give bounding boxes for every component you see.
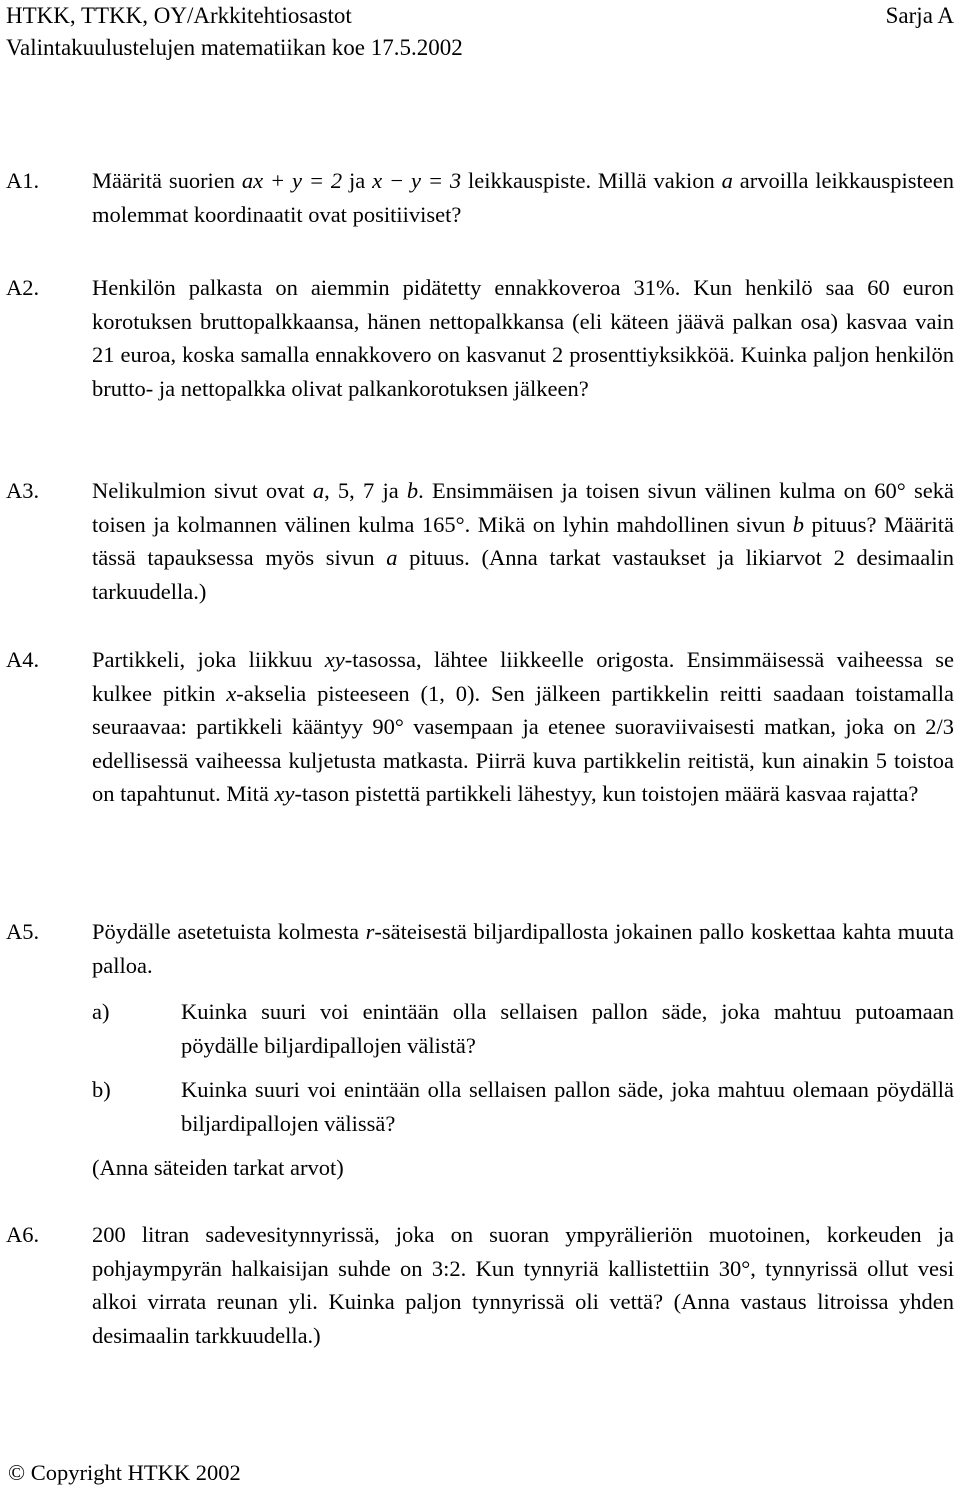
- institution-name: HTKK, TTKK, OY/Arkkitehtiosastot: [6, 3, 352, 28]
- problem-a5: [0, 915, 954, 982]
- subproblem-label: b): [92, 1077, 111, 1102]
- text-run: -akselia pisteeseen (1, 0). Sen jälkeen partikkelin reitti saadaan toistamalla seuraavaa: partikkeli kääntyy 90° vasempaan ja etenee suoraviivaisesti matkan, joka on 2/3 edellisessä vaiheessa kuljetusta matkasta. Piirrä kuva partikkelin reitistä, kun ainakin 5 toistoa on tapahtunut. Mitä: [92, 680, 955, 806]
- problem-number: A3.: [6, 478, 40, 503]
- problem-a1: [0, 164, 954, 231]
- problem-text: Henkilön palkasta on aiemmin pidätetty ennakkoveroa 31%. Kun henkilö saa 60 euron korotuksen bruttopalkkaansa, hänen nettopalkkansa (eli käteen jäävä palkan osa) kasvaa vain 21 euroa, koska samalla ennakkovero on kasvanut 2 prosenttiyksikköä. Kuinka paljon henkilön brutto- ja nettopalkka olivat palkankorotuksen jälkeen?: [92, 275, 954, 401]
- subproblem-a5-a: [0, 995, 954, 1062]
- variable: a: [312, 478, 325, 503]
- equation: ax + y = 2: [241, 168, 343, 193]
- text-run: pituus? Määritä tässä tapauksessa myös sivun: [92, 511, 954, 570]
- text-run: , 5, 7 ja: [324, 478, 407, 503]
- variable: b: [406, 478, 419, 503]
- problem-number: A4.: [6, 647, 40, 672]
- copyright-footer: © Copyright HTKK 2002: [8, 1460, 241, 1485]
- note-text: (Anna säteiden tarkat arvot): [92, 1155, 344, 1180]
- subproblem-label: a): [92, 999, 110, 1024]
- problem-text: [92, 915, 954, 982]
- problem-number: A2.: [6, 275, 40, 300]
- subproblem-text: Kuinka suuri voi enintään olla sellaisen pallon säde, joka mahtuu olemaan pöydällä biljardipallojen välissä?: [181, 1077, 954, 1136]
- series-label: Sarja A: [885, 3, 954, 28]
- problem-a5-note: [0, 1151, 954, 1185]
- text-run: arvoilla leikkauspisteen molemmat koordinaatit ovat positiiviset?: [92, 168, 954, 227]
- variable: r: [365, 919, 375, 944]
- problem-number: A6.: [6, 1222, 40, 1247]
- text-run: . Ensimmäisen ja toisen sivun välinen kulma on 60° sekä toisen ja kolmannen välinen kulma 165°. Mikä on lyhin mahdollinen sivun: [92, 478, 954, 537]
- text-run: Nelikulmion sivut ovat: [92, 478, 313, 503]
- problem-a3: [0, 474, 954, 608]
- problem-text: 200 litran sadevesitynnyrissä, joka on suoran ympyrälieriön muotoinen, korkeuden ja pohjaympyrän halkaisijan suhde on 3:2. Kun tynnyriä kallistettiin 30°, tynnyrissä ollut vesi alkoi virrata reunan yli. Kuinka paljon tynnyrissä oli vettä? (Anna vastaus litroissa yhden desimaalin tarkkuudella.): [92, 1222, 954, 1348]
- text-run: -tasossa, lähtee liikkeelle origosta. Ensimmäisessä vaiheessa se kulkee pitkin: [92, 647, 954, 706]
- text-run: Määritä suorien: [92, 168, 242, 193]
- text-run: pituus. (Anna tarkat vastaukset ja likiarvot 2 desimaalin tarkuudella.): [92, 545, 955, 604]
- problem-a4: [0, 643, 954, 811]
- problem-number: A5.: [6, 919, 40, 944]
- variable: b: [792, 511, 805, 537]
- problem-number: A1.: [6, 168, 40, 193]
- text-run: -säteisestä biljardipallosta jokainen pallo koskettaa kahta muuta palloa.: [92, 919, 954, 978]
- variable: x: [226, 680, 237, 706]
- equation: x − y = 3: [372, 168, 462, 193]
- problem-text: [92, 643, 954, 811]
- exam-header: [6, 0, 954, 64]
- text-run: Pöydälle asetetuista kolmesta: [92, 919, 366, 944]
- problem-a2: [0, 271, 954, 405]
- problem-text: [92, 474, 954, 608]
- subproblem-text: Kuinka suuri voi enintään olla sellaisen pallon säde, joka mahtuu putoamaan pöydälle biljardipallojen välistä?: [181, 999, 954, 1058]
- text-run: Partikkeli, joka liikkuu: [92, 647, 325, 672]
- subproblem-a5-b: [0, 1073, 954, 1140]
- exam-title: Valintakuulustelujen matematiikan koe 17.5.2002: [6, 35, 463, 60]
- variable: a: [386, 545, 398, 570]
- text-run: leikkauspiste. Millä vakion: [461, 168, 722, 193]
- variable: xy: [324, 647, 345, 672]
- variable: xy: [274, 781, 295, 806]
- problem-text: [92, 164, 954, 231]
- variable: a: [721, 168, 733, 193]
- text-run: -tason pistettä partikkeli lähestyy, kun toistojen määrä kasvaa rajatta?: [294, 781, 919, 806]
- problem-a6: [0, 1218, 954, 1352]
- text-run: ja: [342, 168, 373, 193]
